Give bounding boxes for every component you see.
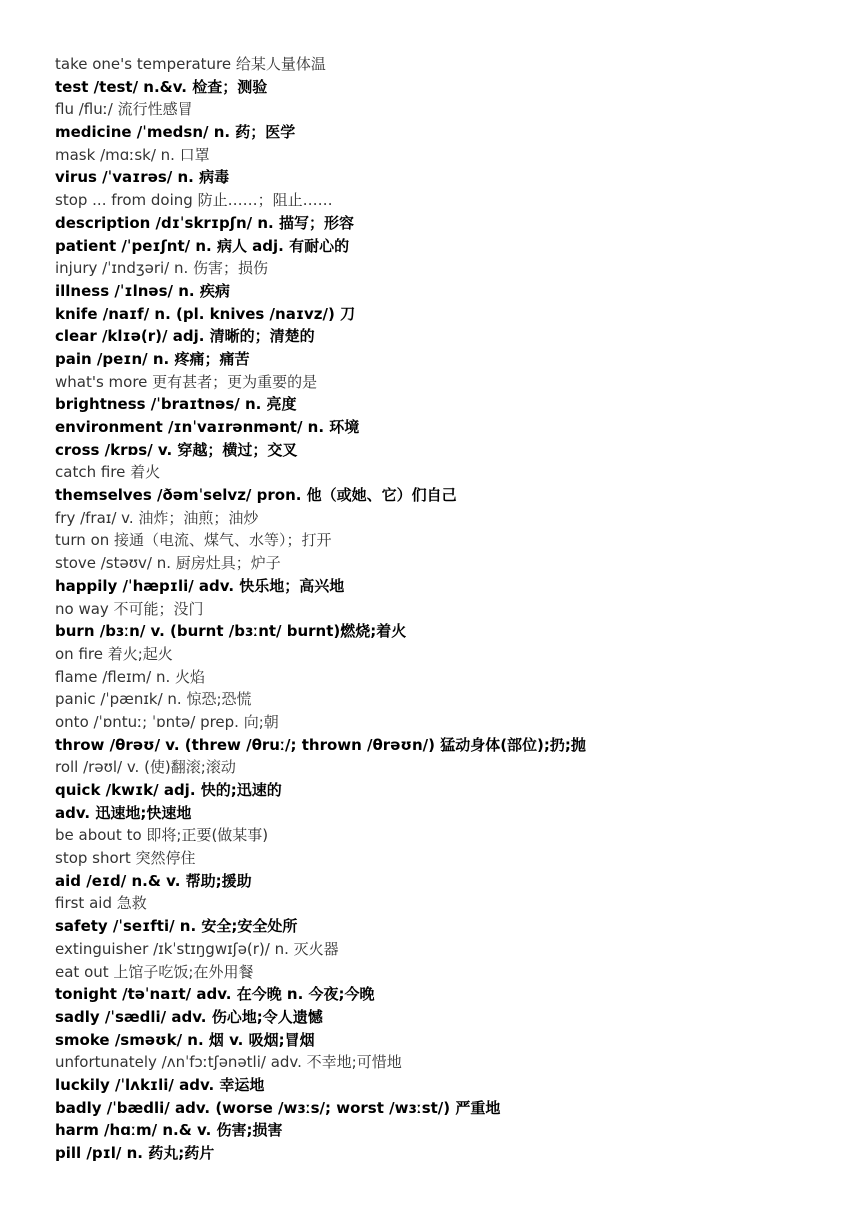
vocab-entry: medicine /ˈmedsn/ n. 药；医学: [55, 123, 296, 142]
vocab-entry: unfortunately /ʌnˈfɔːtʃənətli/ adv. 不幸地;可惜地: [55, 1053, 402, 1072]
vocab-entry: badly /ˈbædli/ adv. (worse /wɜːs/; worst /wɜːst/) 严重地: [55, 1098, 501, 1117]
vocab-entry: pain /peɪn/ n. 疼痛；痛苦: [55, 349, 250, 368]
vocab-entry: happily /ˈhæpɪli/ adv. 快乐地；高兴地: [55, 576, 345, 595]
vocab-entry: stop short 突然停住: [55, 849, 196, 868]
vocab-entry: extinguisher /ɪkˈstɪŋgwɪʃə(r)/ n. 灭火器: [55, 939, 339, 958]
vocab-entry: smoke /sməʊk/ n. 烟 v. 吸烟;冒烟: [55, 1030, 315, 1049]
vocab-entry: no way 不可能；没门: [55, 599, 204, 618]
vocab-entry: turn on 接通（电流、煤气、水等）；打开: [55, 531, 332, 550]
vocab-entry: panic /ˈpænɪk/ n. 惊恐;恐慌: [55, 690, 252, 709]
vocab-entry: environment /ɪnˈvaɪrənmənt/ n. 环境: [55, 418, 360, 436]
vocab-entry: first aid 急救: [55, 894, 147, 913]
vocab-entry: catch fire 着火: [55, 463, 161, 482]
vocab-entry: roll /rəʊl/ v. (使)翻滚;滚动: [55, 758, 236, 777]
vocab-entry: themselves /ðəmˈselvz/ pron. 他（或她、它）们自己: [55, 486, 457, 505]
vocab-entry: adv. 迅速地;快速地: [55, 803, 192, 822]
vocabulary-list: [55, 53, 845, 1165]
vocab-entry: aid /eɪd/ n.& v. 帮助;援助: [55, 871, 252, 890]
vocab-entry: throw /θrəʊ/ v. (threw /θruː/; thrown /θrəʊn/) 猛动身体(部位);扔;抛: [55, 735, 586, 754]
vocab-entry: injury /ˈɪndʒəri/ n. 伤害；损伤: [55, 259, 269, 278]
vocab-entry: harm /hɑːm/ n.& v. 伤害;损害: [55, 1121, 283, 1140]
vocab-entry: stove /stəʊv/ n. 厨房灶具；炉子: [55, 554, 281, 573]
vocab-entry: cross /krɒs/ v. 穿越；横过；交叉: [55, 440, 298, 459]
vocab-entry: brightness /ˈbraɪtnəs/ n. 亮度: [55, 395, 297, 414]
vocab-entry: test /test/ n.&v. 检查；测验: [55, 77, 268, 96]
vocab-entry: mask /mɑːsk/ n. 口罩: [55, 145, 210, 164]
vocab-entry: knife /naɪf/ n. (pl. knives /naɪvz/) 刀: [55, 304, 356, 323]
vocab-entry: fry /fraɪ/ v. 油炸；油煎；油炒: [55, 508, 259, 527]
vocab-entry: flu /fluː/ 流行性感冒: [55, 100, 193, 119]
vocab-entry: what's more 更有甚者；更为重要的是: [55, 372, 318, 391]
vocab-entry: illness /ˈɪlnəs/ n. 疾病: [55, 281, 230, 300]
vocab-entry: flame /fleɪm/ n. 火焰: [55, 667, 206, 686]
vocab-entry: pill /pɪl/ n. 药丸;药片: [55, 1144, 215, 1162]
vocab-entry: description /dɪˈskrɪpʃn/ n. 描写；形容: [55, 213, 354, 232]
vocab-entry: burn /bɜːn/ v. (burnt /bɜːnt/ burnt)燃烧;着火: [55, 622, 407, 641]
vocab-entry: take one's temperature 给某人量体温: [55, 55, 326, 73]
vocab-entry: tonight /təˈnaɪt/ adv. 在今晚 n. 今夜;今晚: [55, 985, 375, 1004]
vocab-entry: safety /ˈseɪfti/ n. 安全;安全处所: [55, 917, 298, 936]
vocab-entry: clear /klɪə(r)/ adj. 清晰的；清楚的: [55, 327, 315, 346]
vocab-entry: onto /ˈɒntuː; ˈɒntə/ prep. 向;朝: [55, 712, 279, 731]
vocab-entry: quick /kwɪk/ adj. 快的;迅速的: [55, 781, 282, 799]
vocab-entry: sadly /ˈsædli/ adv. 伤心地;令人遗憾: [55, 1007, 323, 1026]
vocab-entry: luckily /ˈlʌkɪli/ adv. 幸运地: [55, 1075, 265, 1094]
vocab-entry: be about to 即将;正要(做某事): [55, 826, 269, 845]
vocab-entry: virus /ˈvaɪrəs/ n. 病毒: [55, 168, 230, 187]
vocab-entry: stop ... from doing 防止……；阻止……: [55, 191, 333, 210]
vocab-entry: eat out 上馆子吃饭;在外用餐: [55, 962, 254, 981]
vocab-entry: patient /ˈpeɪʃnt/ n. 病人 adj. 有耐心的: [55, 236, 350, 255]
vocab-entry: on fire 着火;起火: [55, 644, 173, 663]
